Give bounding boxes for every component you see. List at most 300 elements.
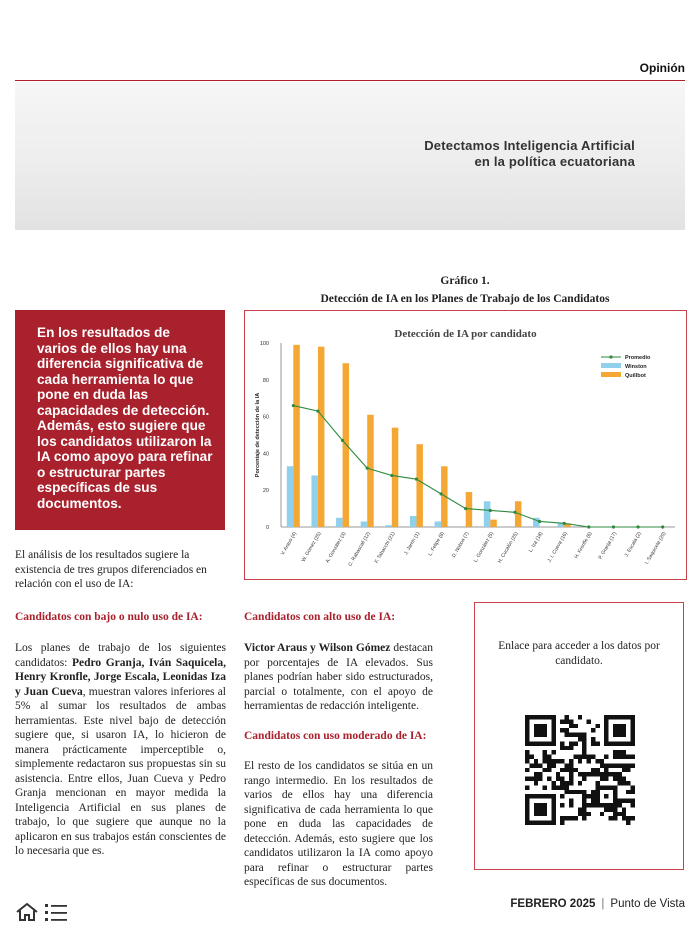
x-tick-label: A. González (3) bbox=[324, 531, 348, 565]
promedio-point bbox=[612, 525, 615, 528]
qr-module bbox=[525, 785, 529, 789]
qr-module bbox=[631, 715, 635, 719]
qr-module bbox=[591, 728, 595, 732]
qr-module bbox=[587, 794, 591, 798]
qr-module bbox=[613, 755, 617, 759]
low-use-heading: Candidatos con bajo o nulo uso de IA: bbox=[15, 611, 203, 623]
qr-module bbox=[631, 803, 635, 807]
qr-module bbox=[547, 755, 551, 759]
x-tick-label: J. Jarrín (1) bbox=[403, 531, 422, 557]
qr-module bbox=[613, 785, 617, 789]
promedio-point bbox=[316, 409, 319, 412]
qr-module bbox=[622, 812, 626, 816]
winston-bar bbox=[287, 466, 294, 527]
high-use-names: Victor Araus y Wilson Gómez bbox=[244, 642, 391, 654]
qr-module bbox=[582, 772, 586, 776]
quillbot-bar bbox=[343, 363, 350, 527]
qr-module bbox=[626, 821, 630, 825]
qr-module bbox=[560, 746, 564, 750]
qr-module bbox=[538, 812, 542, 816]
qr-module bbox=[600, 812, 604, 816]
qr-module bbox=[582, 816, 586, 820]
qr-module bbox=[569, 790, 573, 794]
qr-module bbox=[551, 741, 555, 745]
qr-module bbox=[617, 803, 621, 807]
qr-module bbox=[591, 741, 595, 745]
qr-module bbox=[534, 803, 538, 807]
qr-module bbox=[538, 733, 542, 737]
promedio-point bbox=[415, 478, 418, 481]
qr-module bbox=[626, 790, 630, 794]
article-title bbox=[424, 138, 635, 170]
x-tick-label: P. Granja (17) bbox=[597, 531, 619, 561]
publication-name: Punto de Vista bbox=[610, 898, 685, 910]
y-tick-label: 80 bbox=[262, 377, 269, 384]
menu-icon[interactable] bbox=[45, 902, 67, 922]
qr-module bbox=[547, 763, 551, 767]
qr-module bbox=[569, 746, 573, 750]
promedio-point bbox=[538, 520, 541, 523]
qr-module bbox=[534, 807, 538, 811]
qr-module bbox=[569, 768, 573, 772]
promedio-point bbox=[563, 522, 566, 525]
qr-module bbox=[529, 763, 533, 767]
promedio-point bbox=[489, 509, 492, 512]
qr-module bbox=[604, 768, 608, 772]
qr-module bbox=[547, 759, 551, 763]
issue-date: FEBRERO 2025 bbox=[510, 898, 596, 910]
qr-module bbox=[631, 799, 635, 803]
qr-module bbox=[591, 803, 595, 807]
winston-bar bbox=[361, 521, 368, 527]
qr-module bbox=[578, 781, 582, 785]
qr-module bbox=[525, 821, 529, 825]
qr-module bbox=[534, 724, 538, 728]
x-tick-label: J. I. Cueva (16) bbox=[546, 531, 569, 564]
qr-module bbox=[573, 724, 577, 728]
qr-module bbox=[631, 728, 635, 732]
qr-module bbox=[547, 741, 551, 745]
qr-module bbox=[543, 785, 547, 789]
quillbot-bar bbox=[293, 345, 300, 527]
qr-module bbox=[569, 759, 573, 763]
qr-module bbox=[529, 777, 533, 781]
qr-module bbox=[525, 807, 529, 811]
qr-module bbox=[631, 733, 635, 737]
qr-module bbox=[556, 785, 560, 789]
qr-panel bbox=[474, 602, 684, 870]
legend-promedio-label: Promedio bbox=[625, 355, 651, 361]
qr-module bbox=[604, 803, 608, 807]
qr-module bbox=[613, 772, 617, 776]
qr-module bbox=[604, 763, 608, 767]
qr-module bbox=[591, 755, 595, 759]
qr-module bbox=[573, 790, 577, 794]
x-tick-label: C. Rabascall (12) bbox=[347, 531, 372, 568]
qr-module bbox=[604, 772, 608, 776]
qr-module bbox=[547, 715, 551, 719]
qr-module bbox=[582, 733, 586, 737]
quillbot-bar bbox=[392, 428, 399, 527]
qr-module bbox=[551, 816, 555, 820]
qr-module bbox=[587, 759, 591, 763]
qr-module bbox=[600, 803, 604, 807]
chart-container bbox=[244, 310, 687, 580]
qr-module bbox=[525, 741, 529, 745]
x-tick-label: H. Cucalón (25) bbox=[496, 531, 520, 565]
qr-module bbox=[569, 781, 573, 785]
qr-module bbox=[551, 785, 555, 789]
low-use-text-start: Los planes de trabajo de los siguientes candidatos: bbox=[15, 642, 226, 669]
qr-module bbox=[525, 794, 529, 798]
qr-module bbox=[622, 799, 626, 803]
qr-module bbox=[622, 755, 626, 759]
qr-module bbox=[609, 816, 613, 820]
qr-module bbox=[609, 803, 613, 807]
qr-module bbox=[569, 803, 573, 807]
qr-module bbox=[543, 759, 547, 763]
winston-bar bbox=[336, 518, 343, 527]
header-rule bbox=[15, 80, 685, 81]
qr-module bbox=[595, 794, 599, 798]
qr-module bbox=[604, 807, 608, 811]
x-tick-label: H. Kronfle (6) bbox=[573, 531, 594, 560]
qr-module bbox=[573, 741, 577, 745]
qr-module bbox=[613, 733, 617, 737]
qr-module bbox=[604, 728, 608, 732]
qr-module bbox=[529, 821, 533, 825]
ai-detection-chart bbox=[245, 311, 686, 579]
qr-module bbox=[551, 803, 555, 807]
qr-module bbox=[551, 750, 555, 754]
qr-module bbox=[538, 777, 542, 781]
qr-module bbox=[538, 724, 542, 728]
qr-module bbox=[595, 803, 599, 807]
qr-module bbox=[582, 777, 586, 781]
qr-module bbox=[622, 777, 626, 781]
x-tick-label: J. Escala (2) bbox=[623, 531, 643, 559]
qr-module bbox=[543, 768, 547, 772]
qr-module bbox=[543, 715, 547, 719]
qr-module bbox=[626, 763, 630, 767]
low-use-names: Pedro Granja, Iván Saquicela, Henry Kronfle, Jorge Escala, Leonidas Iza y Juan Cueva bbox=[15, 656, 227, 698]
qr-module bbox=[613, 724, 617, 728]
qr-module bbox=[622, 807, 626, 811]
qr-code[interactable] bbox=[525, 715, 635, 825]
qr-module bbox=[631, 719, 635, 723]
qr-module bbox=[538, 728, 542, 732]
qr-module bbox=[617, 755, 621, 759]
qr-module bbox=[609, 785, 613, 789]
qr-module bbox=[534, 777, 538, 781]
qr-module bbox=[600, 763, 604, 767]
qr-module bbox=[582, 737, 586, 741]
qr-module bbox=[595, 741, 599, 745]
qr-module bbox=[604, 733, 608, 737]
qr-module bbox=[595, 781, 599, 785]
qr-module bbox=[556, 759, 560, 763]
x-tick-label: F. Tabacchi (21) bbox=[373, 531, 397, 565]
qr-module bbox=[582, 790, 586, 794]
qr-module bbox=[538, 772, 542, 776]
qr-module bbox=[578, 772, 582, 776]
qr-module bbox=[600, 777, 604, 781]
qr-module bbox=[613, 777, 617, 781]
qr-module bbox=[565, 763, 569, 767]
qr-module bbox=[569, 741, 573, 745]
qr-module bbox=[613, 715, 617, 719]
qr-module bbox=[609, 715, 613, 719]
quillbot-bar bbox=[490, 520, 497, 527]
qr-module bbox=[609, 807, 613, 811]
qr-module bbox=[565, 785, 569, 789]
x-tick-label: D. Noboa (7) bbox=[450, 531, 471, 559]
qr-module bbox=[569, 724, 573, 728]
qr-module bbox=[609, 741, 613, 745]
qr-module bbox=[560, 785, 564, 789]
qr-module bbox=[617, 728, 621, 732]
figure-number: Gráfico 1. bbox=[440, 275, 490, 287]
qr-module bbox=[560, 759, 564, 763]
x-tick-label: L. González (5) bbox=[472, 531, 496, 564]
qr-module bbox=[626, 715, 630, 719]
qr-module bbox=[617, 777, 621, 781]
qr-module bbox=[609, 772, 613, 776]
qr-module bbox=[626, 816, 630, 820]
y-axis-label: Porcentaje de detección de la IA bbox=[255, 392, 261, 478]
qr-module bbox=[534, 759, 538, 763]
qr-module bbox=[595, 724, 599, 728]
qr-module bbox=[587, 803, 591, 807]
legend-winston-label: Winston bbox=[625, 364, 647, 370]
qr-module bbox=[525, 719, 529, 723]
qr-module bbox=[525, 728, 529, 732]
qr-module bbox=[617, 781, 621, 785]
figure-caption bbox=[244, 272, 686, 308]
qr-module bbox=[525, 816, 529, 820]
qr-module bbox=[560, 821, 564, 825]
qr-module bbox=[622, 781, 626, 785]
qr-module bbox=[525, 737, 529, 741]
qr-module bbox=[613, 750, 617, 754]
qr-module bbox=[613, 741, 617, 745]
qr-module bbox=[631, 790, 635, 794]
qr-module bbox=[617, 733, 621, 737]
quillbot-bar bbox=[367, 415, 374, 527]
qr-module bbox=[569, 733, 573, 737]
qr-module bbox=[573, 816, 577, 820]
footer-info bbox=[510, 898, 685, 910]
qr-module bbox=[560, 794, 564, 798]
qr-module bbox=[622, 715, 626, 719]
qr-module bbox=[617, 750, 621, 754]
moderate-use-paragraph: El resto de los candidatos se sitúa en un rango intermedio. En los resultados de varios de ellos hay una diferencia significativa de cada herramienta lo que pone en duda las capacidades de detección. Además, esto sugiere que los candidatos utilizaron la IA como apoyo para refinar o estructurar partes específicas de sus documentos. bbox=[244, 760, 433, 888]
winston-bar bbox=[311, 475, 318, 527]
qr-module bbox=[525, 733, 529, 737]
qr-module bbox=[569, 799, 573, 803]
qr-module bbox=[613, 794, 617, 798]
low-use-text-rest: , muestran valores inferiores al 5% al sumar los resultados de ambas herramientas. Este nivel bajo de detección sugiere que, si usaron IA, lo hicieron de manera prácticamente imperceptible o, simplemente redactaron sus propuestas sin su asistencia. Entre ellos, Juan Cueva y Pedro Granja mencionan en mayor medida la Inteligencia Artificial en sus planes de trabajo, lo que sugiere que aunque no la aplicaron en sus trabajos están conscientes de lo necesaria que es. bbox=[15, 685, 226, 857]
qr-module bbox=[613, 816, 617, 820]
promedio-point bbox=[661, 525, 664, 528]
qr-module bbox=[565, 715, 569, 719]
qr-module bbox=[547, 768, 551, 772]
qr-module bbox=[551, 715, 555, 719]
qr-module bbox=[617, 772, 621, 776]
qr-module bbox=[551, 728, 555, 732]
qr-module bbox=[534, 733, 538, 737]
qr-module bbox=[543, 807, 547, 811]
winston-bar bbox=[385, 525, 392, 527]
high-use-heading: Candidatos con alto uso de IA: bbox=[244, 611, 396, 623]
qr-module bbox=[551, 719, 555, 723]
qr-module bbox=[569, 777, 573, 781]
qr-module bbox=[595, 772, 599, 776]
qr-module bbox=[538, 763, 542, 767]
qr-module bbox=[543, 794, 547, 798]
qr-module bbox=[622, 724, 626, 728]
qr-module bbox=[565, 719, 569, 723]
qr-module bbox=[565, 733, 569, 737]
winston-bar bbox=[410, 516, 417, 527]
quillbot-bar bbox=[318, 347, 325, 527]
qr-module bbox=[551, 733, 555, 737]
qr-module bbox=[538, 821, 542, 825]
y-tick-label: 40 bbox=[262, 451, 269, 458]
qr-module bbox=[631, 763, 635, 767]
qr-module bbox=[622, 741, 626, 745]
qr-module bbox=[547, 794, 551, 798]
qr-module bbox=[617, 763, 621, 767]
qr-module bbox=[622, 733, 626, 737]
qr-module bbox=[543, 821, 547, 825]
footer-separator: | bbox=[601, 898, 605, 910]
qr-module bbox=[600, 772, 604, 776]
promedio-point bbox=[390, 474, 393, 477]
qr-module bbox=[551, 794, 555, 798]
qr-module bbox=[631, 816, 635, 820]
qr-module bbox=[534, 763, 538, 767]
quillbot-bar bbox=[416, 444, 423, 527]
intro-paragraph: El análisis de los resultados sugiere la existencia de tres grupos diferenciados en relación con el uso de IA: bbox=[15, 549, 207, 590]
qr-module bbox=[543, 755, 547, 759]
qr-module bbox=[534, 821, 538, 825]
qr-module bbox=[591, 790, 595, 794]
qr-module bbox=[551, 812, 555, 816]
qr-module bbox=[587, 812, 591, 816]
qr-module bbox=[591, 772, 595, 776]
qr-module bbox=[560, 803, 564, 807]
qr-module bbox=[534, 794, 538, 798]
qr-module bbox=[565, 816, 569, 820]
qr-module bbox=[578, 737, 582, 741]
qr-module bbox=[613, 790, 617, 794]
qr-module bbox=[525, 768, 529, 772]
qr-module bbox=[565, 746, 569, 750]
qr-module bbox=[604, 755, 608, 759]
qr-module bbox=[604, 719, 608, 723]
x-tick-label: V. Araus (4) bbox=[279, 531, 299, 557]
qr-module bbox=[538, 794, 542, 798]
qr-module bbox=[613, 812, 617, 816]
qr-module bbox=[578, 755, 582, 759]
figure-title: Detección de IA en los Planes de Trabajo de los Candidatos bbox=[320, 293, 610, 305]
qr-module bbox=[573, 768, 577, 772]
home-icon[interactable] bbox=[15, 902, 39, 922]
qr-module bbox=[529, 715, 533, 719]
qr-module bbox=[525, 750, 529, 754]
qr-module bbox=[595, 785, 599, 789]
moderate-use-heading: Candidatos con uso moderado de IA: bbox=[244, 730, 427, 742]
qr-module bbox=[534, 715, 538, 719]
qr-module bbox=[560, 719, 564, 723]
qr-module bbox=[604, 724, 608, 728]
qr-module bbox=[565, 781, 569, 785]
qr-module bbox=[600, 785, 604, 789]
qr-module bbox=[626, 755, 630, 759]
qr-module bbox=[547, 821, 551, 825]
qr-module bbox=[613, 799, 617, 803]
qr-module bbox=[551, 724, 555, 728]
qr-module bbox=[587, 772, 591, 776]
qr-module bbox=[551, 807, 555, 811]
qr-module bbox=[613, 803, 617, 807]
qr-module bbox=[613, 763, 617, 767]
qr-module bbox=[578, 733, 582, 737]
qr-module bbox=[525, 715, 529, 719]
qr-module bbox=[591, 768, 595, 772]
high-use-text: destacan por porcentajes de IA elevados. Sus planes podrían haber sido estructurados, parcial o totalmente, con el apoyo de herramientas de redacción inteligente. bbox=[244, 642, 433, 712]
qr-module bbox=[582, 799, 586, 803]
qr-module bbox=[617, 799, 621, 803]
qr-module bbox=[591, 794, 595, 798]
qr-module bbox=[595, 790, 599, 794]
qr-module bbox=[631, 724, 635, 728]
promedio-point bbox=[464, 507, 467, 510]
article-title-line2: en la política ecuatoriana bbox=[474, 154, 635, 169]
qr-module bbox=[604, 741, 608, 745]
qr-label: Enlace para acceder a los datos por candidato. bbox=[498, 640, 660, 667]
qr-module bbox=[569, 816, 573, 820]
qr-module bbox=[582, 803, 586, 807]
qr-module bbox=[617, 741, 621, 745]
qr-module bbox=[525, 759, 529, 763]
qr-module bbox=[565, 790, 569, 794]
qr-module bbox=[631, 785, 635, 789]
qr-module bbox=[578, 759, 582, 763]
legend-quillbot-swatch bbox=[601, 372, 621, 377]
qr-module bbox=[626, 768, 630, 772]
qr-module bbox=[578, 807, 582, 811]
promedio-point bbox=[587, 525, 590, 528]
y-tick-label: 100 bbox=[259, 341, 269, 347]
qr-module bbox=[538, 715, 542, 719]
qr-module bbox=[525, 724, 529, 728]
qr-module bbox=[578, 790, 582, 794]
qr-module bbox=[551, 737, 555, 741]
qr-module bbox=[613, 807, 617, 811]
x-tick-label: L. Iza (18) bbox=[527, 531, 545, 554]
qr-module bbox=[565, 768, 569, 772]
qr-module bbox=[573, 755, 577, 759]
qr-module bbox=[578, 812, 582, 816]
qr-module bbox=[538, 803, 542, 807]
y-tick-label: 60 bbox=[262, 414, 269, 421]
qr-module bbox=[595, 759, 599, 763]
qr-module bbox=[622, 728, 626, 732]
qr-module bbox=[569, 719, 573, 723]
qr-module bbox=[604, 785, 608, 789]
